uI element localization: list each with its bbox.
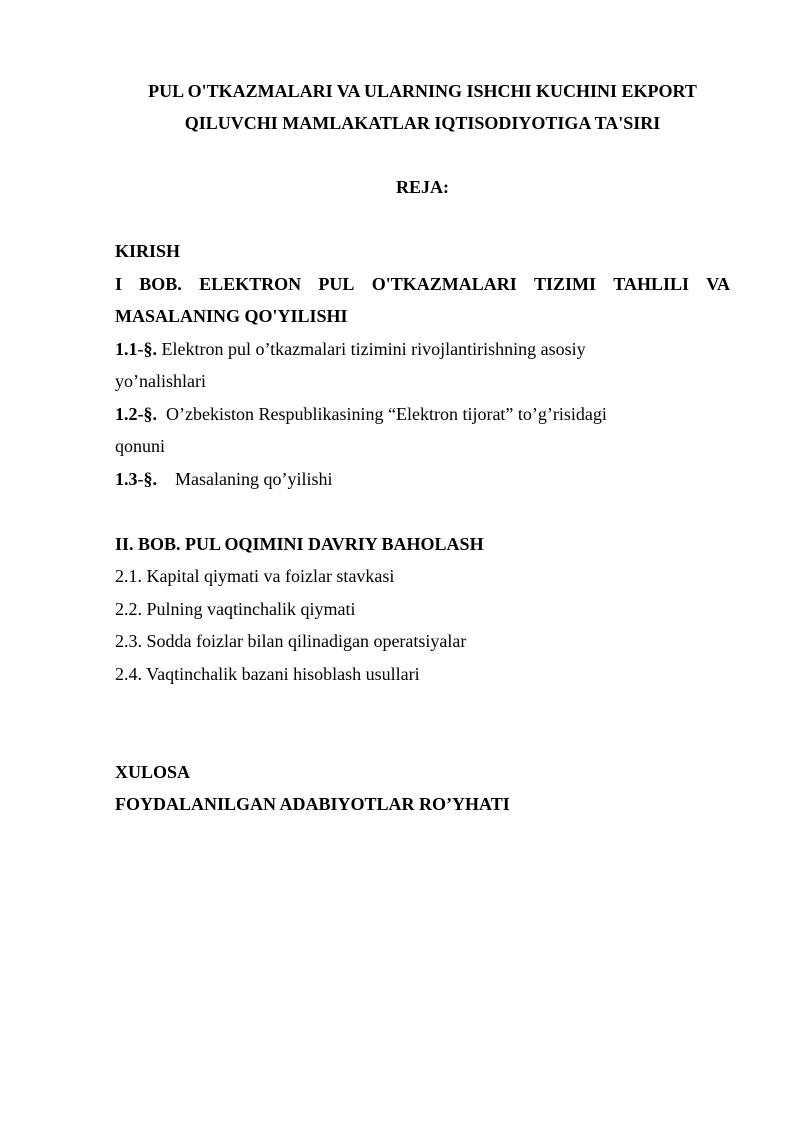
- chapter-1-word: ELEKTRON: [199, 273, 302, 294]
- section-title: Elektron pul o’tkazmalari tizimini rivojlantirishning asosiy: [161, 338, 586, 359]
- chapter-2-heading: II. BOB. PUL OQIMINI DAVRIY BAHOLASH: [115, 533, 484, 554]
- chapter-1-heading-line-1: [115, 268, 730, 301]
- toc-intro: KIRISH: [115, 241, 181, 261]
- section-title: O’zbekiston Respublikasining “Elektron tijorat” to’g’risidagi: [166, 403, 607, 424]
- plan-heading: REJA:: [396, 177, 449, 197]
- chapter-1-word: BOB.: [139, 273, 182, 294]
- chapter-2-item: 2.1. Kapital qiymati va foizlar stavkasi: [115, 566, 395, 586]
- section-1-3: [115, 463, 730, 496]
- section-number: 1.2-§.: [115, 403, 157, 424]
- title-line-1: PUL O'TKAZMALARI VA ULARNING ISHCHI KUCHINI EKPORT: [148, 81, 697, 101]
- chapter-2-item: 2.3. Sodda foizlar bilan qilinadigan operatsiyalar: [115, 631, 467, 651]
- section-title: Masalaning qo’yilishi: [175, 468, 333, 489]
- section-1-1: [115, 333, 730, 398]
- toc-conclusion: XULOSA: [115, 761, 191, 782]
- document-title: [115, 75, 730, 139]
- chapter-1-word: TIZIMI: [533, 273, 596, 294]
- toc-references: FOYDALANILGAN ADABIYOTLAR RO’YHATI: [115, 794, 510, 814]
- chapter-1-word: PUL: [318, 273, 355, 294]
- chapter-1-word: O'TKAZMALARI: [371, 273, 517, 294]
- section-title-continued: qonuni: [115, 436, 166, 456]
- chapter-1-word: TAHLILI: [613, 273, 689, 294]
- section-title-continued: yo’nalishlari: [115, 371, 206, 391]
- chapter-1-heading-line-2: MASALANING QO'YILISHI: [115, 306, 348, 326]
- chapter-1-word: VA: [706, 273, 730, 294]
- chapter-2-item: 2.2. Pulning vaqtinchalik qiymati: [115, 598, 356, 619]
- chapter-1-word: I: [115, 273, 123, 294]
- section-number: 1.3-§.: [115, 468, 157, 489]
- table-of-contents: [115, 235, 730, 821]
- title-line-2: QILUVCHI MAMLAKATLAR IQTISODIYOTIGA TA'SIRI: [184, 113, 661, 133]
- section-number: 1.1-§.: [115, 338, 157, 359]
- section-1-2: [115, 398, 730, 463]
- chapter-2-item: 2.4. Vaqtinchalik bazani hisoblash usullari: [115, 663, 420, 684]
